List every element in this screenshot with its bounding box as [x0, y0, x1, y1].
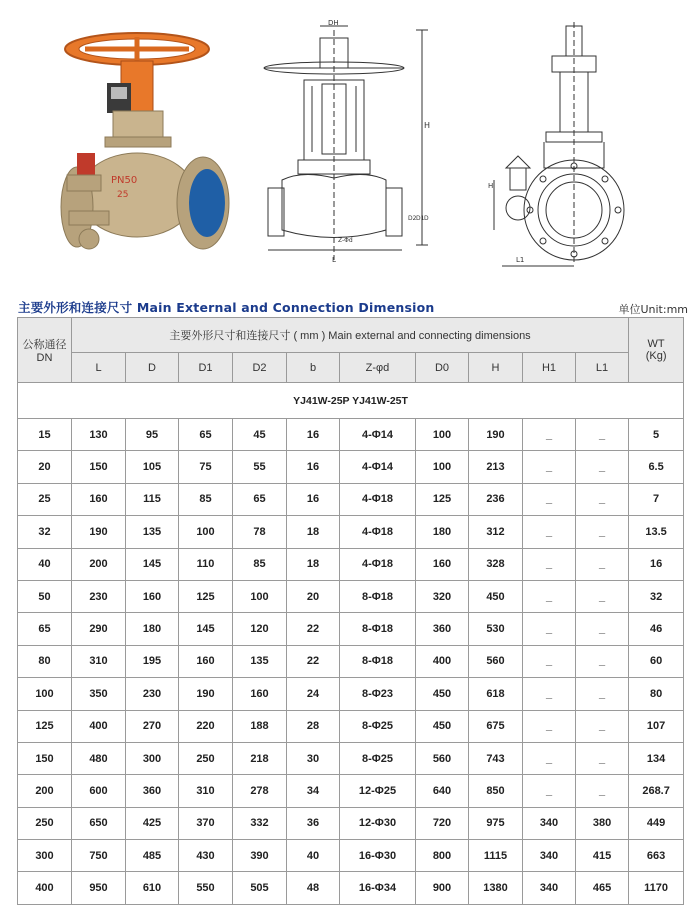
table-cell: 650 [72, 807, 126, 839]
table-cell: 18 [287, 548, 340, 580]
table-cell: 135 [233, 645, 287, 677]
table-cell: 95 [126, 419, 179, 451]
table-cell: 320 [416, 580, 469, 612]
table-cell: 450 [416, 710, 469, 742]
table-cell: 100 [416, 419, 469, 451]
table-cell: 400 [18, 872, 72, 904]
table-cell: 13.5 [629, 516, 684, 548]
table-cell: 160 [179, 645, 233, 677]
table-cell: 50 [18, 580, 72, 612]
table-row [18, 516, 684, 548]
section-drawing [262, 20, 442, 270]
table-cell: _ [576, 613, 629, 645]
table-cell: 105 [126, 451, 179, 483]
table-cell: 16 [629, 548, 684, 580]
table-cell: 465 [576, 872, 629, 904]
label-l: L [332, 256, 336, 264]
table-row [18, 742, 684, 774]
table-cell: 28 [287, 710, 340, 742]
table-cell: 36 [287, 807, 340, 839]
header-group: 主要外形尺寸和连接尺寸 ( mm ) Main external and connecting dimensions [72, 318, 629, 353]
table-row [18, 710, 684, 742]
table-cell: 230 [72, 580, 126, 612]
table-cell: _ [576, 678, 629, 710]
table-cell: 15 [18, 419, 72, 451]
table-row [18, 419, 684, 451]
label-h: H [424, 121, 431, 130]
table-cell: 600 [72, 775, 126, 807]
table-cell: 12-Φ25 [340, 775, 416, 807]
table-cell: 328 [469, 548, 523, 580]
table-cell: 230 [126, 678, 179, 710]
table-cell: _ [523, 483, 576, 515]
table-cell: 8-Φ18 [340, 580, 416, 612]
table-cell: 12-Φ30 [340, 807, 416, 839]
table-cell: 530 [469, 613, 523, 645]
table-row [18, 580, 684, 612]
table-cell: 40 [18, 548, 72, 580]
table-cell: 360 [126, 775, 179, 807]
table-cell: _ [523, 451, 576, 483]
table-cell: 125 [18, 710, 72, 742]
table-cell: 107 [629, 710, 684, 742]
table-cell: 85 [233, 548, 287, 580]
table-cell: 65 [18, 613, 72, 645]
table-cell: 430 [179, 840, 233, 872]
table-cell: 900 [416, 872, 469, 904]
pn-mark: PN50 [111, 175, 138, 186]
table-row [18, 548, 684, 580]
table-cell: _ [576, 775, 629, 807]
label-d: D [424, 215, 429, 222]
table-cell: 425 [126, 807, 179, 839]
table-cell: _ [576, 516, 629, 548]
table-cell: _ [523, 645, 576, 677]
product-figures [0, 0, 700, 285]
header-l: L [72, 353, 126, 383]
table-cell: 160 [233, 678, 287, 710]
table-cell: 180 [126, 613, 179, 645]
table-cell: 135 [126, 516, 179, 548]
table-cell: 65 [233, 483, 287, 515]
unit-label: 单位Unit:mm [618, 303, 688, 316]
table-cell: 270 [126, 710, 179, 742]
table-cell: 160 [126, 580, 179, 612]
table-cell: 250 [179, 742, 233, 774]
table-cell: 16 [287, 483, 340, 515]
table-cell: _ [523, 678, 576, 710]
table-cell: 85 [179, 483, 233, 515]
valve-photo [55, 25, 235, 265]
table-cell: _ [523, 775, 576, 807]
table-cell: 8-Φ23 [340, 678, 416, 710]
table-cell: 200 [72, 548, 126, 580]
table-cell: 370 [179, 807, 233, 839]
table-cell: 110 [179, 548, 233, 580]
dn-mark: 25 [117, 190, 129, 200]
header-h: H [469, 353, 523, 383]
table-cell: 675 [469, 710, 523, 742]
table-cell: 8-Φ18 [340, 645, 416, 677]
table-cell: _ [523, 516, 576, 548]
table-cell: 188 [233, 710, 287, 742]
table-cell: 125 [179, 580, 233, 612]
table-cell: 950 [72, 872, 126, 904]
table-cell: 150 [72, 451, 126, 483]
table-cell: 560 [469, 645, 523, 677]
table-cell: 6.5 [629, 451, 684, 483]
table-cell: 450 [416, 678, 469, 710]
table-cell: 663 [629, 840, 684, 872]
table-row [18, 613, 684, 645]
table-cell: _ [576, 742, 629, 774]
table-cell: 7 [629, 483, 684, 515]
table-cell: 485 [126, 840, 179, 872]
table-cell: 218 [233, 742, 287, 774]
table-cell: 100 [416, 451, 469, 483]
table-cell: _ [523, 710, 576, 742]
header-d0: D0 [416, 353, 469, 383]
table-row [18, 840, 684, 872]
table-cell: 975 [469, 807, 523, 839]
table-cell: _ [523, 419, 576, 451]
table-cell: 134 [629, 742, 684, 774]
header-b: b [287, 353, 340, 383]
table-cell: 340 [523, 807, 576, 839]
table-cell: 16-Φ34 [340, 872, 416, 904]
table-cell: 1380 [469, 872, 523, 904]
table-cell: 30 [287, 742, 340, 774]
table-cell: 115 [126, 483, 179, 515]
table-cell: 60 [629, 645, 684, 677]
table-row [18, 872, 684, 904]
table-cell: 290 [72, 613, 126, 645]
table-cell: 550 [179, 872, 233, 904]
table-cell: 800 [416, 840, 469, 872]
table-cell: 278 [233, 775, 287, 807]
table-cell: 5 [629, 419, 684, 451]
table-cell: 22 [287, 645, 340, 677]
label-z: Z-Φd [338, 237, 353, 244]
table-cell: 190 [72, 516, 126, 548]
table-cell: 200 [18, 775, 72, 807]
table-cell: 190 [469, 419, 523, 451]
table-cell: 65 [179, 419, 233, 451]
table-cell: 268.7 [629, 775, 684, 807]
table-cell: _ [576, 580, 629, 612]
table-cell: 4-Φ14 [340, 451, 416, 483]
table-cell: 750 [72, 840, 126, 872]
table-cell: 120 [233, 613, 287, 645]
table-cell: 100 [179, 516, 233, 548]
table-cell: 100 [18, 678, 72, 710]
header-d1: D1 [179, 353, 233, 383]
table-cell: 380 [576, 807, 629, 839]
table-cell: 350 [72, 678, 126, 710]
table-cell: 300 [126, 742, 179, 774]
table-cell: 100 [233, 580, 287, 612]
table-cell: 25 [18, 483, 72, 515]
table-cell: 560 [416, 742, 469, 774]
table-cell: 130 [72, 419, 126, 451]
header-dn: 公称通径 DN [18, 318, 72, 383]
table-cell: 195 [126, 645, 179, 677]
table-cell: 24 [287, 678, 340, 710]
table-cell: _ [576, 710, 629, 742]
model-row: YJ41W-25P YJ41W-25T [18, 383, 684, 419]
table-cell: 310 [72, 645, 126, 677]
table-cell: 505 [233, 872, 287, 904]
table-cell: 390 [233, 840, 287, 872]
table-cell: 32 [18, 516, 72, 548]
table-cell: 236 [469, 483, 523, 515]
header-d2: D2 [233, 353, 287, 383]
table-cell: 618 [469, 678, 523, 710]
table-cell: 78 [233, 516, 287, 548]
front-drawing [488, 20, 663, 270]
table-row [18, 775, 684, 807]
table-cell: 340 [523, 840, 576, 872]
label-dh: DH [328, 20, 339, 27]
table-cell: 20 [287, 580, 340, 612]
table-cell: 220 [179, 710, 233, 742]
table-cell: 145 [126, 548, 179, 580]
table-cell: 415 [576, 840, 629, 872]
table-cell: 310 [179, 775, 233, 807]
table-cell: 40 [287, 840, 340, 872]
header-wt: WT (Kg) [629, 318, 684, 383]
table-cell: 8-Φ18 [340, 613, 416, 645]
table-cell: 125 [416, 483, 469, 515]
table-row [18, 451, 684, 483]
table-cell: 80 [18, 645, 72, 677]
table-cell: 1170 [629, 872, 684, 904]
table-cell: 20 [18, 451, 72, 483]
table-cell: 8-Φ25 [340, 710, 416, 742]
label-d2: D2 [408, 215, 417, 222]
table-cell: 16 [287, 419, 340, 451]
table-cell: 1115 [469, 840, 523, 872]
table-cell: 400 [72, 710, 126, 742]
table-cell: 850 [469, 775, 523, 807]
table-cell: 340 [523, 872, 576, 904]
table-cell: 80 [629, 678, 684, 710]
table-cell: 4-Φ14 [340, 419, 416, 451]
label-d1: D1 [416, 215, 425, 222]
table-cell: 332 [233, 807, 287, 839]
table-cell: 4-Φ18 [340, 548, 416, 580]
table-cell: 190 [179, 678, 233, 710]
table-cell: 312 [469, 516, 523, 548]
table-cell: 250 [18, 807, 72, 839]
table-cell: 180 [416, 516, 469, 548]
table-cell: 32 [629, 580, 684, 612]
table-cell: 300 [18, 840, 72, 872]
table-cell: 45 [233, 419, 287, 451]
table-cell: 18 [287, 516, 340, 548]
table-cell: 720 [416, 807, 469, 839]
table-cell: 640 [416, 775, 469, 807]
header-d: D [126, 353, 179, 383]
table-cell: _ [576, 419, 629, 451]
header-z-phi-d: Z-φd [340, 353, 416, 383]
table-cell: _ [576, 451, 629, 483]
table-cell: 55 [233, 451, 287, 483]
table-cell: _ [576, 548, 629, 580]
table-row [18, 807, 684, 839]
table-cell: 450 [469, 580, 523, 612]
table-cell: 46 [629, 613, 684, 645]
table-cell: _ [523, 548, 576, 580]
table-cell: 480 [72, 742, 126, 774]
dimension-table [17, 317, 684, 905]
table-cell: 48 [287, 872, 340, 904]
table-cell: 360 [416, 613, 469, 645]
table-cell: 449 [629, 807, 684, 839]
table-cell: 213 [469, 451, 523, 483]
header-h1: H1 [523, 353, 576, 383]
table-cell: 145 [179, 613, 233, 645]
table-cell: 400 [416, 645, 469, 677]
label-h1: H [488, 182, 494, 190]
table-cell: _ [523, 742, 576, 774]
table-cell: 160 [416, 548, 469, 580]
table-cell: _ [576, 483, 629, 515]
table-cell: _ [576, 645, 629, 677]
table-row [18, 483, 684, 515]
table-cell: 4-Φ18 [340, 516, 416, 548]
table-cell: 34 [287, 775, 340, 807]
table-row [18, 678, 684, 710]
table-cell: 22 [287, 613, 340, 645]
table-cell: 160 [72, 483, 126, 515]
table-cell: _ [523, 613, 576, 645]
table-cell: 75 [179, 451, 233, 483]
label-l1: L1 [516, 256, 525, 264]
table-cell: _ [523, 580, 576, 612]
header-l1: L1 [576, 353, 629, 383]
table-cell: 610 [126, 872, 179, 904]
table-cell: 16-Φ30 [340, 840, 416, 872]
table-row [18, 645, 684, 677]
table-cell: 16 [287, 451, 340, 483]
table-cell: 743 [469, 742, 523, 774]
table-cell: 150 [18, 742, 72, 774]
table-cell: 8-Φ25 [340, 742, 416, 774]
table-cell: 4-Φ18 [340, 483, 416, 515]
section-title: 主要外形和连接尺寸 Main External and Connection Dimension [18, 300, 435, 315]
